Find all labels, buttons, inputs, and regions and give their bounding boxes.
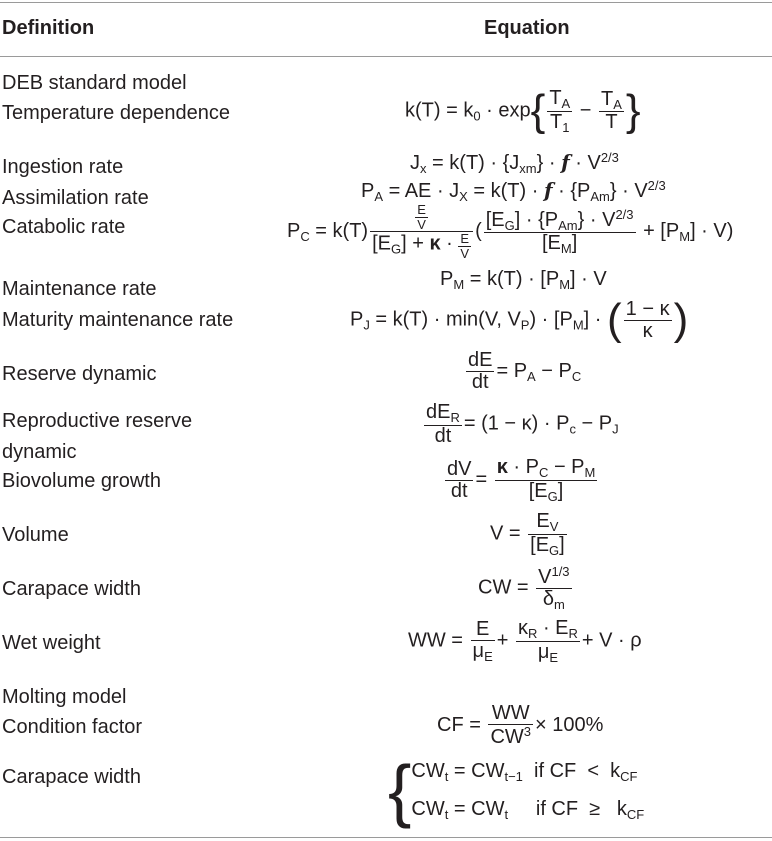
header-definition: Definition — [2, 17, 95, 39]
equation-temperature: $k(T) = k_0 \cdot \exp${ $\frac{T_A}{T_1}$ − $\frac{T_A}{T}$ } — [405, 86, 641, 136]
equation-ingestion: $J_x = k(T) \cdot \{J_{xm}\} \cdot f \cdot V^{2/3}$ — [410, 150, 619, 176]
definition-carapace-width: Carapace width — [2, 578, 141, 600]
definition-carapace-width-molting: Carapace width — [2, 766, 141, 788]
equation-reproductive: $\frac{dE_R}{dt}$ = $(1 - \kappa) \cdot P_c - P_J$ — [426, 401, 619, 447]
equation-catabolic: $P_C = k(T)$ $\frac{E}{V}$ $[E_G] + \kappa$ · $\frac{E}{V}$ ( $\frac{[E_G] \cdot \{P_{Am}\} \cdot V^{2/3}}{[E_M]}$ + $[P_M] \cdot V$) — [287, 202, 734, 261]
definition-biovolume-growth: Biovolume growth — [2, 470, 161, 492]
definition-catabolic-rate: Catabolic rate — [2, 216, 126, 238]
equation-maintenance: $P_M = k(T) \cdot [P_M] \cdot V$ — [440, 268, 607, 292]
definition-reproductive-reserve-cont: dynamic — [2, 441, 77, 463]
definition-reproductive-reserve: Reproductive reserve — [2, 410, 193, 432]
equation-condition: CF = $\frac{WW}{CW^3}$ × 100% — [437, 702, 604, 748]
definition-temperature-dependence: Temperature dependence — [2, 102, 230, 124]
definition-maturity-maintenance-rate: Maturity maintenance rate — [2, 309, 234, 331]
equation-molting: {$CW_t = CW_{t-1}$ if CF < $k_{CF}$ $CW_t = CW_t$ if CF ≥ $k_{CF}$ — [388, 751, 645, 829]
header-bottom-rule — [0, 56, 772, 57]
definition-ingestion-rate: Ingestion rate — [2, 156, 124, 178]
equation-growth: $\frac{dV}{dt}$ = $\frac{\kappa \cdot P_C - P_M}{[E_G]}$ — [447, 456, 596, 504]
definition-wet-weight: Wet weight — [2, 632, 101, 654]
definition-condition-factor: Condition factor — [2, 716, 143, 738]
definition-deb-standard-model: DEB standard model — [2, 72, 187, 94]
equation-wet-weight: WW = $\frac{E}{\mu_E}$ + $\frac{\kappa_R \cdot E_R}{\mu_E}$ + V · ρ — [408, 617, 642, 665]
definition-maintenance-rate: Maintenance rate — [2, 278, 157, 300]
equation-maturity: $P_J = k(T) \cdot \min(V$, $V_P) \cdot [P_M]$ · ( $\frac{1 - \kappa}{\kappa}$ ) — [350, 295, 689, 344]
header-equation: Equation — [484, 17, 570, 39]
definition-molting-model: Molting model — [2, 686, 127, 708]
definition-reserve-dynamic: Reserve dynamic — [2, 363, 157, 385]
definition-assimilation-rate: Assimilation rate — [2, 187, 149, 209]
equation-carapace: CW = $\frac{V^{1/3}}{\delta_m}$ — [478, 564, 570, 612]
table-bottom-rule — [0, 837, 772, 838]
equation-volume: V = $\frac{E_V}{[E_G]}$ — [490, 510, 565, 558]
equation-assimilation: $P_A$ = AE · $J_X = k(T) \cdot f \cdot \{P_{Am}\} \cdot V^{2/3}$ — [361, 178, 666, 204]
definition-volume: Volume — [2, 524, 69, 546]
equation-reserve: $\frac{dE}{dt}$ = $P_A - P_C$ — [468, 349, 582, 393]
table-top-rule — [0, 2, 772, 3]
